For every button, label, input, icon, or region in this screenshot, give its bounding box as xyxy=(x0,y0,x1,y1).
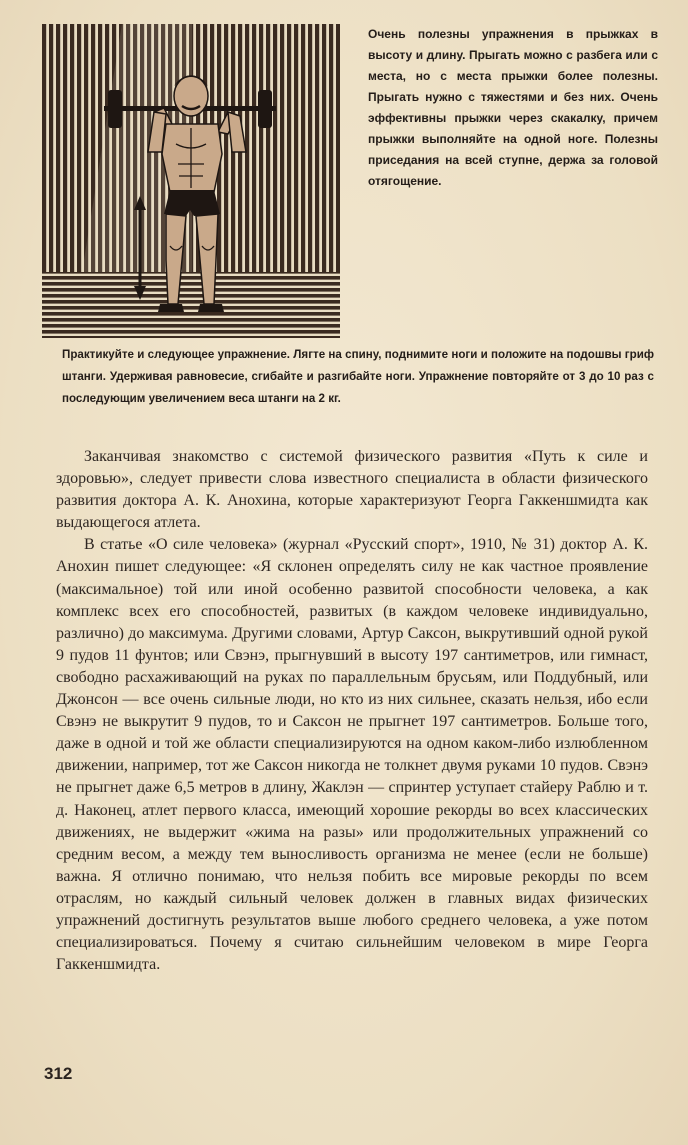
body-text xyxy=(56,446,648,976)
side-caption: Очень полезны упражнения в прыжках в высоту и длину. Прыгать можно с разбега или с места, но с места прыжки более полезны. Прыгать нужно с тяжестями и без них. Очень эффективны прыжки через скакалку, причем прыжки выполняйте на одной ноге. Полезны приседания на всей ступне, держа за головой отягощение. xyxy=(368,27,658,188)
athlete-barbell-figure xyxy=(42,24,340,338)
athlete-illustration xyxy=(42,24,340,338)
page-number: 312 xyxy=(44,1064,73,1083)
floor-stripes xyxy=(42,272,340,338)
figure-caption: Практикуйте и следующее упражнение. Лягте на спину, поднимите ноги и положите на подошвы гриф штанги. Удерживая равновесие, сгибайте и разгибайте ноги. Упражнение повторяйте от 3 до 10 раз с последующим увеличением веса штанги на 2 кг. xyxy=(62,348,654,405)
paragraph: В статье «О силе человека» (журнал «Русский спорт», 1910, № 31) доктор А. К. Анохин пишет следующее: «Я склонен определять силу не как частное проявление (максимальное) той или иной особенно развитой способности человека, а как комплекс всех его способностей, развитых (в каждом человеке индивидуально, различно) до максимума. Другими словами, Артур Саксон, выкрутивший одной рукой 9 пудов 11 фунтов; или Свэнэ, прыгнувший в высоту 197 сантиметров, или гимнаст, свободно расхаживающий на руках по параллельным брусьям, или Поддубный, или Джонсон — все очень сильные люди, но кто из них сильнее, сказать нельзя, ибо если Свэнэ не выкрутит 9 пудов, то и Саксон не прыгнет 197 сантиметров. Больше того, даже в одной и той же области специализируются на одном каком-либо излюбленном движении, например, тот же Саксон никогда не толкнет двумя руками 10 пудов. Свэнэ не прыгнет даже 6,5 метров в длину, Жаклэн — спринтер уступает стайеру Раблю и т. д. Наконец, атлет первого класса, имеющий хорошие рекорды во всех классических движениях, не выдержит «жима на разы» или продолжительных упражнений со средним весом, а между тем выносливость организма не менее (если не больше) важна. Я отлично понимаю, что нельзя побить все мировые рекорды по всем отраслям, но каждый сильный человек должен в главных видах физических упражнений достигнуть результатов выше любого среднего человека, а уже потом специализироваться. Почему я считаю сильнейшим человеком в мире Георга Гаккеншмидта. xyxy=(56,536,648,974)
paragraph: Заканчивая знакомство с системой физического развития «Путь к силе и здоровью», следует привести слова известного специалиста в области физического развития доктора А. К. Анохина, которые характеризуют Георга Гаккеншмидта как выдающегося атлета. xyxy=(56,448,648,532)
